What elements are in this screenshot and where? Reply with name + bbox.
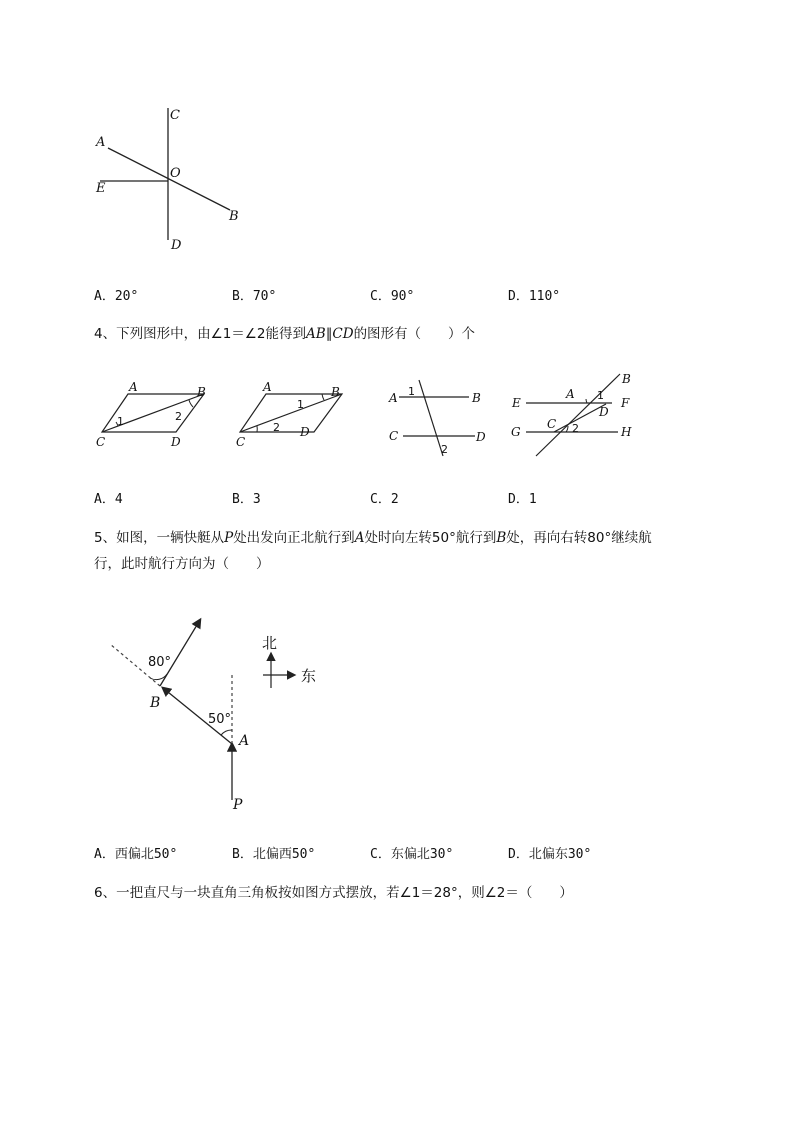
- svg-text:1: 1: [597, 389, 604, 402]
- q4-figure-1: [92, 380, 222, 452]
- q5-option-b[interactable]: B．北偏西50°: [232, 847, 316, 862]
- svg-text:B: B: [472, 391, 481, 405]
- svg-text:D: D: [171, 435, 181, 449]
- q4-text-cd: CD: [332, 326, 354, 342]
- east-label: 东: [301, 667, 317, 685]
- q5-option-d[interactable]: D．北偏东30°: [508, 847, 592, 862]
- q4-text-prefix: 4、下列图形中，由∠1＝∠2能得到: [94, 326, 306, 342]
- q4-option-a[interactable]: A．4: [94, 492, 123, 507]
- svg-text:1: 1: [297, 398, 304, 411]
- svg-text:B: B: [622, 372, 631, 386]
- svg-text:B: B: [197, 385, 206, 399]
- svg-text:A: A: [566, 387, 575, 401]
- svg-text:D: D: [476, 430, 486, 444]
- svg-text:F: F: [621, 396, 630, 410]
- q4-figure-2: [230, 380, 360, 452]
- q4-option-d[interactable]: D．1: [508, 492, 537, 507]
- angle-80: 80°: [148, 655, 172, 670]
- svg-text:C: C: [236, 435, 246, 449]
- svg-text:2: 2: [441, 443, 448, 456]
- svg-text:A: A: [263, 380, 272, 394]
- svg-text:G: G: [511, 425, 521, 439]
- label-B: B: [150, 695, 161, 711]
- q5-line-1: 5、如图，一辆快艇从P处出发向正北航行到A处时向左转50°航行到B处，再向右转80°继续航: [94, 530, 652, 546]
- q5-line-2: 行，此时航行方向为（ ）: [94, 556, 270, 572]
- q5-figure: [100, 608, 340, 818]
- svg-text:C: C: [96, 435, 106, 449]
- svg-text:A: A: [389, 391, 398, 405]
- label-A: A: [96, 135, 106, 150]
- label-E: E: [96, 181, 106, 196]
- svg-text:H: H: [621, 425, 632, 439]
- q4-option-c[interactable]: C．2: [370, 492, 399, 507]
- label-B: B: [229, 209, 239, 224]
- angle-50: 50°: [208, 712, 232, 727]
- label-C: C: [170, 108, 180, 123]
- label-P: P: [233, 797, 243, 813]
- svg-text:C: C: [547, 417, 557, 431]
- svg-text:2: 2: [273, 421, 280, 434]
- svg-text:D: D: [599, 405, 609, 419]
- label-A: A: [239, 733, 250, 749]
- svg-text:2: 2: [572, 422, 579, 435]
- q4-figure-4: [508, 368, 648, 464]
- q3-option-b[interactable]: B．70°: [232, 289, 277, 304]
- q4-text-parallel: ∥: [325, 326, 333, 342]
- q4-text-ab: AB: [305, 326, 326, 342]
- svg-text:C: C: [389, 429, 399, 443]
- svg-text:1: 1: [408, 385, 415, 398]
- svg-text:D: D: [300, 425, 310, 439]
- q5-question: [94, 525, 734, 577]
- north-label: 北: [262, 634, 278, 652]
- q5-option-a[interactable]: A．西偏北50°: [94, 847, 178, 862]
- q6-question: 6、一把直尺与一块直角三角板按如图方式摆放，若∠1＝28°，则∠2＝（ ）: [94, 885, 573, 901]
- q3-option-a[interactable]: A．20°: [94, 289, 139, 304]
- q4-figure-3: [383, 374, 503, 460]
- svg-text:2: 2: [175, 410, 182, 423]
- svg-text:1: 1: [117, 415, 124, 428]
- q3-option-c[interactable]: C．90°: [370, 289, 415, 304]
- q4-option-b[interactable]: B．3: [232, 492, 261, 507]
- q5-option-c[interactable]: C．东偏北30°: [370, 847, 454, 862]
- svg-text:B: B: [331, 385, 340, 399]
- label-D: D: [171, 238, 182, 253]
- q4-question: [94, 321, 734, 347]
- q3-figure: [90, 100, 260, 260]
- svg-text:E: E: [512, 396, 521, 410]
- q4-text-suffix: 的图形有（ ）个: [353, 326, 476, 342]
- label-O: O: [170, 166, 181, 181]
- q3-option-d[interactable]: D．110°: [508, 289, 561, 304]
- svg-text:A: A: [129, 380, 138, 394]
